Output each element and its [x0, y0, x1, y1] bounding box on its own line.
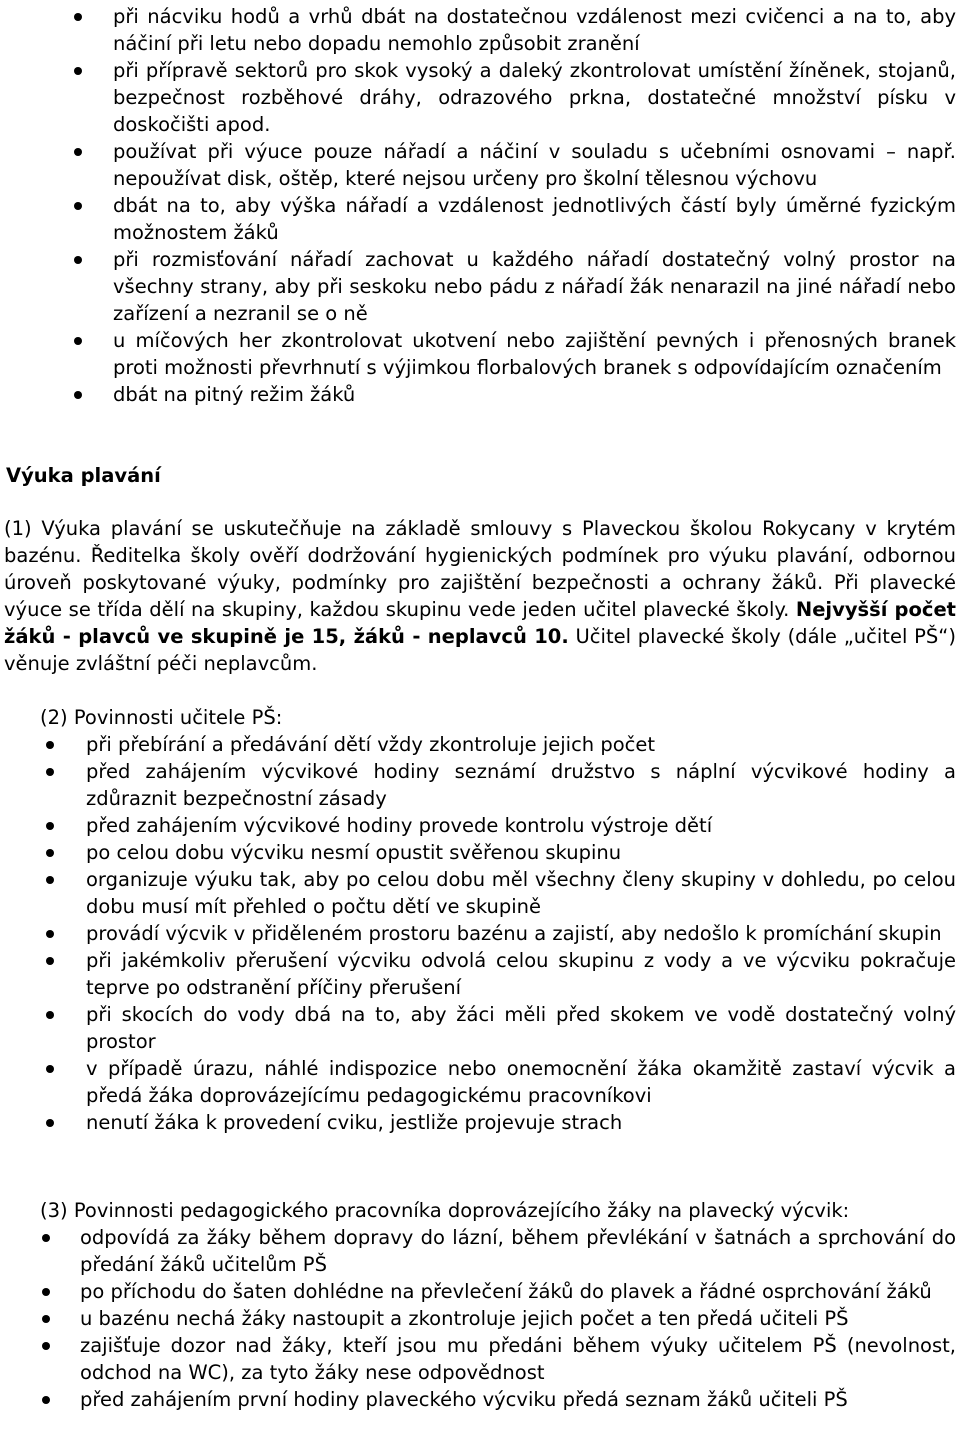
paragraph-text: (1) Výuka plavání se uskutečňuje na základě smlouvy s Plaveckou školou Rokycany v krytém bazénu. Ředitelka školy ověří dodržování hygienických podmínek pro výuku plavání, odbornou úroveň poskytované výuky, podmínky pro zajištění bezpečnosti a ochrany žáků. Při plavecké výuce se třída dělí na skupiny, každou skupinu vede jeden učitel plavecké školy.: [4, 517, 956, 621]
teacher-duties-list: [0, 731, 960, 1136]
list-item: organizuje výuku tak, aby po celou dobu měl všechny členy skupiny v dohledu, po celou dobu musí mít přehled o počtu dětí ve skupině: [0, 866, 960, 920]
list-item: u bazénu nechá žáky nastoupit a zkontroluje jejich počet a ten předá učiteli PŠ: [0, 1305, 960, 1332]
list-item: odpovídá za žáky během dopravy do lázní, během převlékání v šatnách a sprchování do předání žáků učitelům PŠ: [0, 1224, 960, 1278]
swimming-paragraph: [4, 515, 956, 677]
list-item: před zahájením první hodiny plaveckého výcviku předá seznam žáků učiteli PŠ: [0, 1386, 960, 1413]
list-item: používat při výuce pouze nářadí a náčiní v souladu s učebními osnovami – např. nepoužívat disk, oštěp, které nejsou určeny pro školní tělesnou výchovu: [0, 138, 960, 192]
list-item: dbát na pitný režim žáků: [0, 381, 960, 408]
list-item: po celou dobu výcviku nesmí opustit svěřenou skupinu: [0, 839, 960, 866]
list-item: při skocích do vody dbá na to, aby žáci měli před skokem ve vodě dostatečný volný prostor: [0, 1001, 960, 1055]
staff-duties-title: (3) Povinnosti pedagogického pracovníka doprovázejícího žáky na plavecký výcvik:: [40, 1199, 850, 1222]
list-item: po příchodu do šaten dohlédne na převlečení žáků do plavek a řádné osprchování žáků: [0, 1278, 960, 1305]
paragraph-bold-text: Nejvyšší počet žáků - plavců ve skupině je 15, žáků - neplavců 10.: [4, 598, 956, 648]
list-item: před zahájením výcvikové hodiny provede kontrolu výstroje dětí: [0, 812, 960, 839]
list-item: před zahájením výcvikové hodiny seznámí družstvo s náplní výcvikové hodiny a zdůraznit bezpečnostní zásady: [0, 758, 960, 812]
paragraph-text-end: Učitel plavecké školy (dále „učitel PŠ“) věnuje zvláštní péči neplavcům.: [4, 625, 956, 675]
list-item: při jakémkoliv přerušení výcviku odvolá celou skupinu z vody a ve výcviku pokračuje teprve po odstranění příčiny přerušení: [0, 947, 960, 1001]
list-item: při přebírání a předávání dětí vždy zkontroluje jejich počet: [0, 731, 960, 758]
list-item: u míčových her zkontrolovat ukotvení nebo zajištění pevných i přenosných branek proti možnosti převrhnutí s výjimkou florbalových branek s odpovídajícím označením: [0, 327, 960, 381]
teacher-duties-title: (2) Povinnosti učitele PŠ:: [40, 706, 283, 729]
list-item: provádí výcvik v přiděleném prostoru bazénu a zajistí, aby nedošlo k promíchání skupin: [0, 920, 960, 947]
list-item: dbát na to, aby výška nářadí a vzdálenost jednotlivých částí byly úměrné fyzickým možnostem žáků: [0, 192, 960, 246]
list-item: při přípravě sektorů pro skok vysoký a daleký zkontrolovat umístění žíněnek, stojanů, bezpečnost rozběhové dráhy, odrazového prkna, dostatečné množství písku v doskočišti apod.: [0, 57, 960, 138]
staff-duties-list: [0, 1224, 960, 1413]
list-item: nenutí žáka k provedení cviku, jestliže projevuje strach: [0, 1109, 960, 1136]
list-item: zajišťuje dozor nad žáky, kteří jsou mu předáni během výuky učitelem PŠ (nevolnost, odchod na WC), za tyto žáky nese odpovědnost: [0, 1332, 960, 1386]
list-item: při rozmisťování nářadí zachovat u každého nářadí dostatečný volný prostor na všechny strany, aby při seskoku nebo pádu z nářadí žák nenarazil na jiné nářadí nebo zařízení a nezranil se o ně: [0, 246, 960, 327]
safety-rules-list: [0, 3, 960, 408]
list-item: v případě úrazu, náhlé indispozice nebo onemocnění žáka okamžitě zastaví výcvik a předá žáka doprovázejícímu pedagogickému pracovníkovi: [0, 1055, 960, 1109]
list-item: při nácviku hodů a vrhů dbát na dostatečnou vzdálenost mezi cvičenci a na to, aby náčiní při letu nebo dopadu nemohlo způsobit zranění: [0, 3, 960, 57]
section-heading-swimming: Výuka plavání: [6, 464, 161, 487]
